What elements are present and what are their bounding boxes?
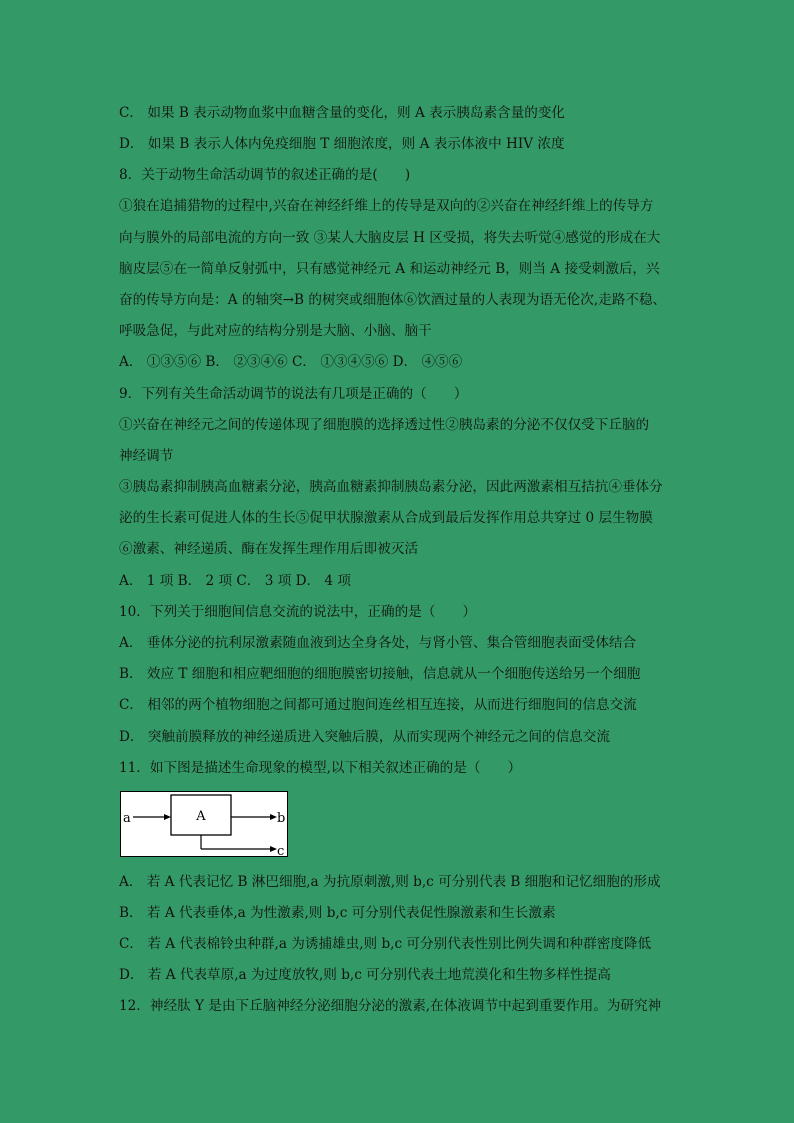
question-9-text-2: 神经调节 xyxy=(119,448,174,464)
question-8-text-3: 脑皮层⑤在一简单反射弧中，只有感觉神经元 A 和运动神经元 B，则当 A 接受刺激后，兴 xyxy=(119,261,660,277)
option-10a: A． 垂体分泌的抗利尿激素随血液到达全身各处，与肾小管、集合管细胞表面受体结合 xyxy=(119,635,637,651)
diagram-output-b-label: b xyxy=(277,811,286,826)
question-8-text-4: 奋的传导方向是：A 的轴突→B 的树突或细胞体⑥饮酒过量的人表现为语无伦次,走路不稳、 xyxy=(119,292,667,308)
option-11c: C． 若 A 代表棉铃虫种群,a 为诱捕雄虫,则 b,c 可分别代表性别比例失调和种群密度降低 xyxy=(119,936,652,952)
question-10-stem: 10．下列关于细胞间信息交流的说法中，正确的是（ ） xyxy=(119,604,477,620)
question-8-text-5: 呼吸急促，与此对应的结构分别是大脑、小脑、脑干 xyxy=(119,323,432,339)
question-9-text-4: 泌的生长素可促进人体的生长⑤促甲状腺激素从合成到最后发挥作用总共穿过 0 层生物膜 xyxy=(119,510,653,526)
option-11d: D． 若 A 代表草原,a 为过度放牧,则 b,c 可分别代表土地荒漠化和生物多样性提高 xyxy=(119,967,611,983)
diagram-box-label: A xyxy=(196,809,206,824)
question-9-options: A． 1 项 B． 2 项 C． 3 项 D． 4 项 xyxy=(119,573,351,589)
option-11a: A． 若 A 代表记忆 B 淋巴细胞,a 为抗原刺激,则 b,c 可分别代表 B 细胞和记忆细胞的形成 xyxy=(119,874,661,890)
question-11-stem: 11．如下图是描述生命现象的模型,以下相关叙述正确的是（ ） xyxy=(119,760,522,776)
diagram-output-c-label: c xyxy=(277,844,285,857)
diagram-input-label: a xyxy=(123,811,131,826)
option-10c: C． 相邻的两个植物细胞之间都可通过胞间连丝相互连接，从而进行细胞间的信息交流 xyxy=(119,697,637,713)
model-diagram xyxy=(120,791,288,857)
option-10d: D． 突触前膜释放的神经递质进入突触后膜，从而实现两个神经元之间的信息交流 xyxy=(119,729,610,745)
question-9-text-1: ①兴奋在神经元之间的传递体现了细胞膜的选择透过性②胰岛素的分泌不仅仅受下丘脑的 xyxy=(119,417,650,433)
question-8-options: A． ①③⑤⑥ B． ②③④⑥ C． ①③④⑤⑥ D． ④⑤⑥ xyxy=(119,354,463,370)
option-11b: B． 若 A 代表垂体,a 为性激素,则 b,c 可分别代表促性腺激素和生长激素 xyxy=(119,905,556,921)
option-7d: D． 如果 B 表示人体内免疫细胞 T 细胞浓度，则 A 表示体液中 HIV 浓度 xyxy=(119,136,565,152)
option-7c: C． 如果 B 表示动物血浆中血糖含量的变化，则 A 表示胰岛素含量的变化 xyxy=(119,105,566,121)
question-8-text-1: ①狼在追捕猎物的过程中,兴奋在神经纤维上的传导是双向的②兴奋在神经纤维上的传导方 xyxy=(119,198,654,214)
question-8-text-2: 向与膜外的局部电流的方向一致 ③某人大脑皮层 H 区受损，将失去听觉④感觉的形成在大 xyxy=(119,230,661,246)
question-9-stem: 9．下列有关生命活动调节的说法有几项是正确的（ ） xyxy=(119,386,468,402)
question-8-stem: 8．关于动物生命活动调节的叙述正确的是( ) xyxy=(119,167,411,183)
question-9-text-5: ⑥激素、神经递质、酶在发挥生理作用后即被灭活 xyxy=(119,541,419,557)
question-12-stem: 12．神经肽 Y 是由下丘脑神经分泌细胞分泌的激素,在体液调节中起到重要作用。为研究神 xyxy=(119,998,662,1014)
question-9-text-3: ③胰岛素抑制胰高血糖素分泌，胰高血糖素抑制胰岛素分泌，因此两激素相互拮抗④垂体分 xyxy=(119,479,663,495)
option-10b: B． 效应 T 细胞和相应靶细胞的细胞膜密切接触，信息就从一个细胞传送给另一个细胞 xyxy=(119,666,641,682)
